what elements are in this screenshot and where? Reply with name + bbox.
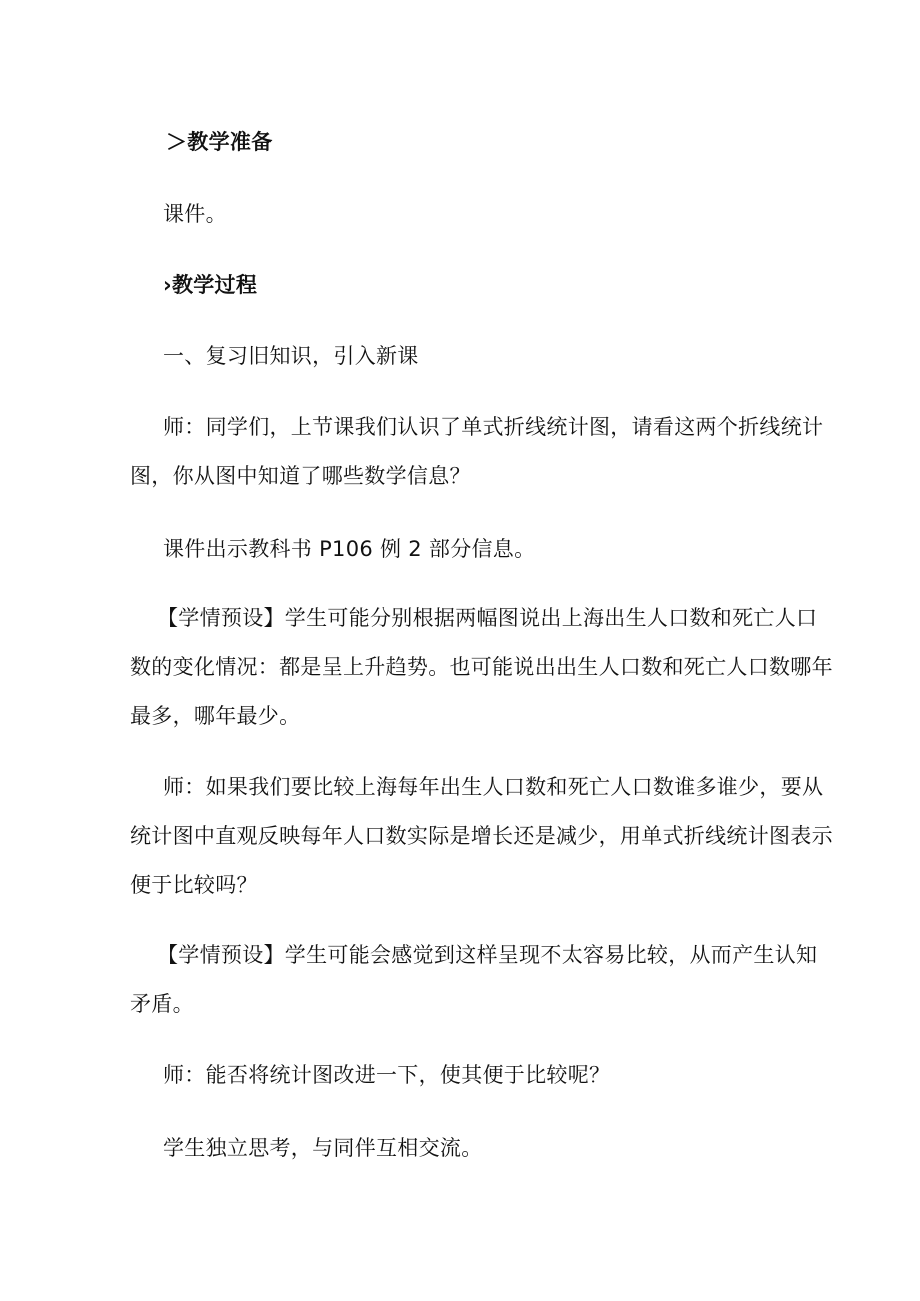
paragraph-1-line-2: 图，你从图中知道了哪些数学信息？ [130,464,471,488]
paragraph-5-line-1: 【学情预设】学生可能会感觉到这样呈现不太容易比较，从而产生认知 [157,943,818,967]
paragraph-7: 学生独立思考，与同伴互相交流。 [163,1136,483,1160]
paragraph-5-line-2: 矛盾。 [130,992,194,1016]
paragraph-4-line-2: 统计图中直观反映每年人口数实际是增长还是减少，用单式折线统计图表示 [130,824,833,848]
paragraph-4-line-1: 师：如果我们要比较上海每年出生人口数和死亡人口数谁多谁少，要从 [163,775,824,799]
paragraph-3-line-1: 【学情预设】学生可能分别根据两幅图说出上海出生人口数和死亡人口 [157,606,818,630]
paragraph-2: 课件出示教科书 P106 例 2 部分信息。 [163,537,536,561]
heading-teaching-process: ›教学过程 [163,273,258,297]
paragraph-4-line-3: 便于比较吗？ [130,873,258,897]
preparation-content: 课件。 [163,202,227,226]
paragraph-1-line-1: 师：同学们，上节课我们认识了单式折线统计图，请看这两个折线统计 [163,415,824,439]
heading-teaching-preparation: ＞教学准备 [166,130,273,154]
paragraph-6: 师：能否将统计图改进一下，使其便于比较呢？ [163,1063,611,1087]
paragraph-3-line-2: 数的变化情况：都是呈上升趋势。也可能说出出生人口数和死亡人口数哪年 [130,655,833,679]
paragraph-3-line-3: 最多，哪年最少。 [130,704,301,728]
section-title-review: 一、复习旧知识，引入新课 [163,344,419,368]
